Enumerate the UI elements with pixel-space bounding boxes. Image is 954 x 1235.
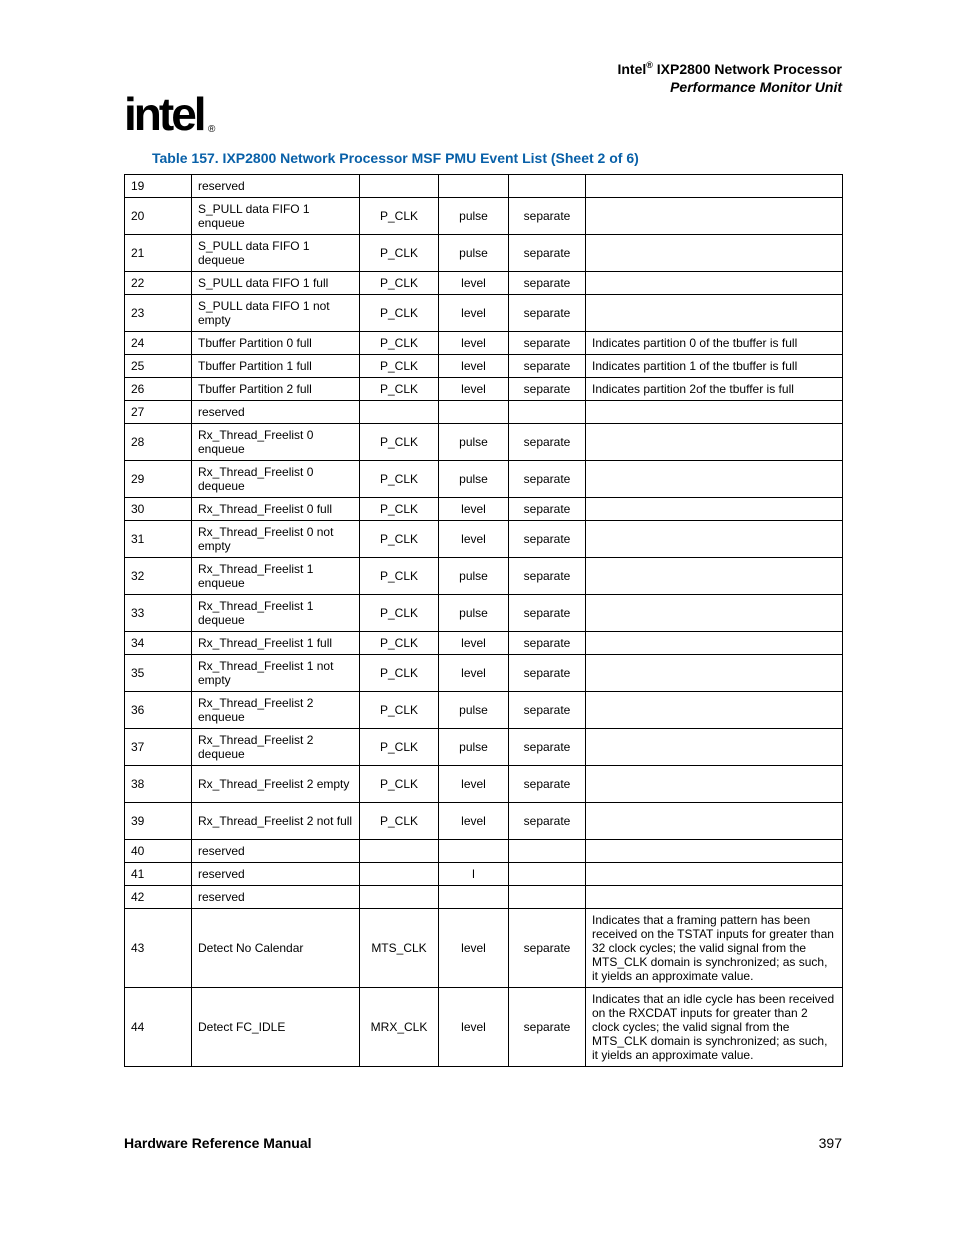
cell-clock-domain: P_CLK	[360, 803, 439, 840]
table-row	[125, 521, 843, 558]
cell-counter-mode	[509, 401, 586, 424]
table-row	[125, 401, 843, 424]
cell-clock-domain: MTS_CLK	[360, 909, 439, 988]
cell-clock-domain: P_CLK	[360, 355, 439, 378]
table-row	[125, 498, 843, 521]
cell-event-name: Rx_Thread_Freelist 2 empty	[192, 766, 360, 803]
cell-event-name: Rx_Thread_Freelist 1 dequeue	[192, 595, 360, 632]
logo-reg-mark: ®	[208, 124, 216, 135]
cell-description	[586, 692, 843, 729]
cell-clock-domain: P_CLK	[360, 498, 439, 521]
cell-event-name: Rx_Thread_Freelist 1 not empty	[192, 655, 360, 692]
cell-event-number: 24	[125, 332, 192, 355]
cell-event-number: 44	[125, 988, 192, 1067]
cell-description	[586, 235, 843, 272]
table-row	[125, 424, 843, 461]
cell-event-number: 35	[125, 655, 192, 692]
cell-event-name: Detect No Calendar	[192, 909, 360, 988]
table-row	[125, 558, 843, 595]
cell-counter-mode	[509, 840, 586, 863]
logo-wordmark: intel	[124, 88, 204, 140]
cell-description	[586, 521, 843, 558]
table-row	[125, 272, 843, 295]
cell-event-number: 42	[125, 886, 192, 909]
cell-signal-type: pulse	[439, 424, 509, 461]
cell-event-number: 33	[125, 595, 192, 632]
cell-signal-type: pulse	[439, 198, 509, 235]
cell-signal-type: level	[439, 766, 509, 803]
cell-event-number: 28	[125, 424, 192, 461]
cell-counter-mode: separate	[509, 424, 586, 461]
cell-clock-domain	[360, 175, 439, 198]
cell-event-name: Tbuffer Partition 1 full	[192, 355, 360, 378]
cell-event-name: Rx_Thread_Freelist 2 enqueue	[192, 692, 360, 729]
cell-counter-mode: separate	[509, 378, 586, 401]
cell-signal-type	[439, 175, 509, 198]
cell-clock-domain: P_CLK	[360, 272, 439, 295]
cell-description	[586, 295, 843, 332]
cell-clock-domain: P_CLK	[360, 378, 439, 401]
cell-counter-mode: separate	[509, 295, 586, 332]
cell-signal-type: pulse	[439, 729, 509, 766]
cell-counter-mode: separate	[509, 521, 586, 558]
cell-counter-mode: separate	[509, 988, 586, 1067]
cell-counter-mode: separate	[509, 803, 586, 840]
table-row	[125, 461, 843, 498]
table-row	[125, 803, 843, 840]
cell-clock-domain	[360, 840, 439, 863]
cell-event-name: Rx_Thread_Freelist 0 enqueue	[192, 424, 360, 461]
cell-clock-domain: P_CLK	[360, 295, 439, 332]
cell-description: Indicates that an idle cycle has been received on the RXCDAT inputs for greater than 2 clock cycles; the valid signal from the MTS_CLK domain is synchronized; as such, it yields an approximate value.	[586, 988, 843, 1067]
cell-event-name: reserved	[192, 401, 360, 424]
cell-counter-mode	[509, 863, 586, 886]
cell-description	[586, 803, 843, 840]
cell-counter-mode: separate	[509, 235, 586, 272]
cell-clock-domain: P_CLK	[360, 655, 439, 692]
table-row	[125, 886, 843, 909]
table-row	[125, 632, 843, 655]
cell-signal-type: level	[439, 803, 509, 840]
cell-counter-mode: separate	[509, 332, 586, 355]
cell-counter-mode: separate	[509, 558, 586, 595]
cell-counter-mode	[509, 886, 586, 909]
cell-description	[586, 272, 843, 295]
page-number: 397	[818, 1135, 842, 1151]
table-row	[125, 655, 843, 692]
cell-event-number: 39	[125, 803, 192, 840]
cell-signal-type	[439, 886, 509, 909]
cell-signal-type: pulse	[439, 461, 509, 498]
cell-signal-type: pulse	[439, 235, 509, 272]
cell-event-number: 43	[125, 909, 192, 988]
cell-description	[586, 595, 843, 632]
table-row	[125, 840, 843, 863]
cell-event-name: S_PULL data FIFO 1 enqueue	[192, 198, 360, 235]
cell-signal-type: level	[439, 332, 509, 355]
cell-signal-type	[439, 840, 509, 863]
cell-signal-type: level	[439, 295, 509, 332]
cell-event-number: 30	[125, 498, 192, 521]
cell-event-name: Rx_Thread_Freelist 0 full	[192, 498, 360, 521]
cell-signal-type: level	[439, 498, 509, 521]
cell-signal-type: level	[439, 632, 509, 655]
cell-description	[586, 886, 843, 909]
cell-event-name: reserved	[192, 863, 360, 886]
cell-clock-domain: P_CLK	[360, 198, 439, 235]
cell-description	[586, 175, 843, 198]
table-row	[125, 595, 843, 632]
cell-description: Indicates partition 1 of the tbuffer is full	[586, 355, 843, 378]
cell-counter-mode: separate	[509, 632, 586, 655]
cell-description	[586, 461, 843, 498]
table-row	[125, 988, 843, 1067]
cell-clock-domain: P_CLK	[360, 332, 439, 355]
cell-event-name: Rx_Thread_Freelist 2 not full	[192, 803, 360, 840]
cell-event-number: 20	[125, 198, 192, 235]
cell-clock-domain: P_CLK	[360, 521, 439, 558]
cell-event-name: Rx_Thread_Freelist 1 enqueue	[192, 558, 360, 595]
cell-event-number: 37	[125, 729, 192, 766]
cell-clock-domain: MRX_CLK	[360, 988, 439, 1067]
cell-signal-type: level	[439, 355, 509, 378]
intel-logo	[124, 88, 224, 146]
cell-description	[586, 198, 843, 235]
cell-counter-mode: separate	[509, 729, 586, 766]
cell-clock-domain: P_CLK	[360, 235, 439, 272]
table-row	[125, 198, 843, 235]
cell-event-name: Detect FC_IDLE	[192, 988, 360, 1067]
cell-signal-type: level	[439, 378, 509, 401]
cell-event-name: Tbuffer Partition 2 full	[192, 378, 360, 401]
table-row	[125, 692, 843, 729]
cell-clock-domain: P_CLK	[360, 729, 439, 766]
cell-clock-domain: P_CLK	[360, 461, 439, 498]
cell-event-name: S_PULL data FIFO 1 full	[192, 272, 360, 295]
cell-signal-type: level	[439, 988, 509, 1067]
table-row	[125, 729, 843, 766]
cell-event-number: 29	[125, 461, 192, 498]
cell-event-number: 21	[125, 235, 192, 272]
cell-event-number: 40	[125, 840, 192, 863]
cell-counter-mode: separate	[509, 766, 586, 803]
cell-event-name: Rx_Thread_Freelist 0 not empty	[192, 521, 360, 558]
cell-signal-type: level	[439, 909, 509, 988]
cell-description	[586, 424, 843, 461]
cell-clock-domain: P_CLK	[360, 595, 439, 632]
cell-clock-domain: P_CLK	[360, 424, 439, 461]
cell-event-number: 36	[125, 692, 192, 729]
table-row	[125, 909, 843, 988]
cell-counter-mode: separate	[509, 655, 586, 692]
cell-description: Indicates that a framing pattern has been received on the TSTAT inputs for greater than 32 clock cycles; the valid signal from the MTS_CLK domain is synchronized; as such, it yields an approximate value.	[586, 909, 843, 988]
cell-event-number: 27	[125, 401, 192, 424]
cell-signal-type: level	[439, 521, 509, 558]
cell-signal-type: pulse	[439, 558, 509, 595]
cell-event-name: reserved	[192, 886, 360, 909]
table-row	[125, 863, 843, 886]
cell-event-number: 41	[125, 863, 192, 886]
cell-signal-type: l	[439, 863, 509, 886]
table-row	[125, 175, 843, 198]
cell-event-number: 22	[125, 272, 192, 295]
cell-description	[586, 558, 843, 595]
cell-event-number: 38	[125, 766, 192, 803]
cell-event-name: Rx_Thread_Freelist 1 full	[192, 632, 360, 655]
cell-clock-domain: P_CLK	[360, 692, 439, 729]
cell-event-number: 31	[125, 521, 192, 558]
cell-event-name: S_PULL data FIFO 1 not empty	[192, 295, 360, 332]
cell-counter-mode	[509, 175, 586, 198]
product-name: IXP2800 Network Processor	[656, 61, 842, 77]
cell-description	[586, 498, 843, 521]
table-row	[125, 235, 843, 272]
cell-description	[586, 863, 843, 886]
cell-description: Indicates partition 0 of the tbuffer is full	[586, 332, 843, 355]
cell-clock-domain	[360, 863, 439, 886]
registered-mark: ®	[646, 60, 653, 70]
cell-clock-domain: P_CLK	[360, 766, 439, 803]
cell-description	[586, 840, 843, 863]
table-row	[125, 766, 843, 803]
cell-signal-type: level	[439, 655, 509, 692]
table-row	[125, 378, 843, 401]
cell-description	[586, 401, 843, 424]
running-header-title	[617, 60, 842, 78]
cell-counter-mode: separate	[509, 692, 586, 729]
table-caption: Table 157. IXP2800 Network Processor MSF PMU Event List (Sheet 2 of 6)	[152, 150, 639, 166]
cell-clock-domain: P_CLK	[360, 632, 439, 655]
footer-manual-title: Hardware Reference Manual	[124, 1135, 312, 1151]
cell-counter-mode: separate	[509, 272, 586, 295]
cell-description: Indicates partition 2of the tbuffer is full	[586, 378, 843, 401]
table-row	[125, 332, 843, 355]
cell-counter-mode: separate	[509, 461, 586, 498]
running-header-section: Performance Monitor Unit	[670, 79, 842, 95]
cell-event-name: reserved	[192, 840, 360, 863]
cell-description	[586, 729, 843, 766]
cell-event-name: Rx_Thread_Freelist 2 dequeue	[192, 729, 360, 766]
cell-event-number: 23	[125, 295, 192, 332]
cell-counter-mode: separate	[509, 498, 586, 521]
cell-event-name: Tbuffer Partition 0 full	[192, 332, 360, 355]
cell-description	[586, 655, 843, 692]
cell-counter-mode: separate	[509, 355, 586, 378]
cell-event-number: 34	[125, 632, 192, 655]
cell-counter-mode: separate	[509, 909, 586, 988]
cell-signal-type	[439, 401, 509, 424]
cell-clock-domain	[360, 401, 439, 424]
cell-event-number: 25	[125, 355, 192, 378]
cell-event-name: reserved	[192, 175, 360, 198]
cell-counter-mode: separate	[509, 198, 586, 235]
table-row	[125, 355, 843, 378]
cell-event-number: 26	[125, 378, 192, 401]
pmu-event-table	[124, 174, 843, 1067]
table-row	[125, 295, 843, 332]
cell-event-number: 32	[125, 558, 192, 595]
cell-signal-type: pulse	[439, 595, 509, 632]
cell-description	[586, 766, 843, 803]
cell-signal-type: level	[439, 272, 509, 295]
cell-signal-type: pulse	[439, 692, 509, 729]
cell-event-number: 19	[125, 175, 192, 198]
cell-clock-domain	[360, 886, 439, 909]
cell-description	[586, 632, 843, 655]
cell-clock-domain: P_CLK	[360, 558, 439, 595]
cell-event-name: S_PULL data FIFO 1 dequeue	[192, 235, 360, 272]
cell-event-name: Rx_Thread_Freelist 0 dequeue	[192, 461, 360, 498]
cell-counter-mode: separate	[509, 595, 586, 632]
brand-name: Intel	[617, 61, 647, 77]
